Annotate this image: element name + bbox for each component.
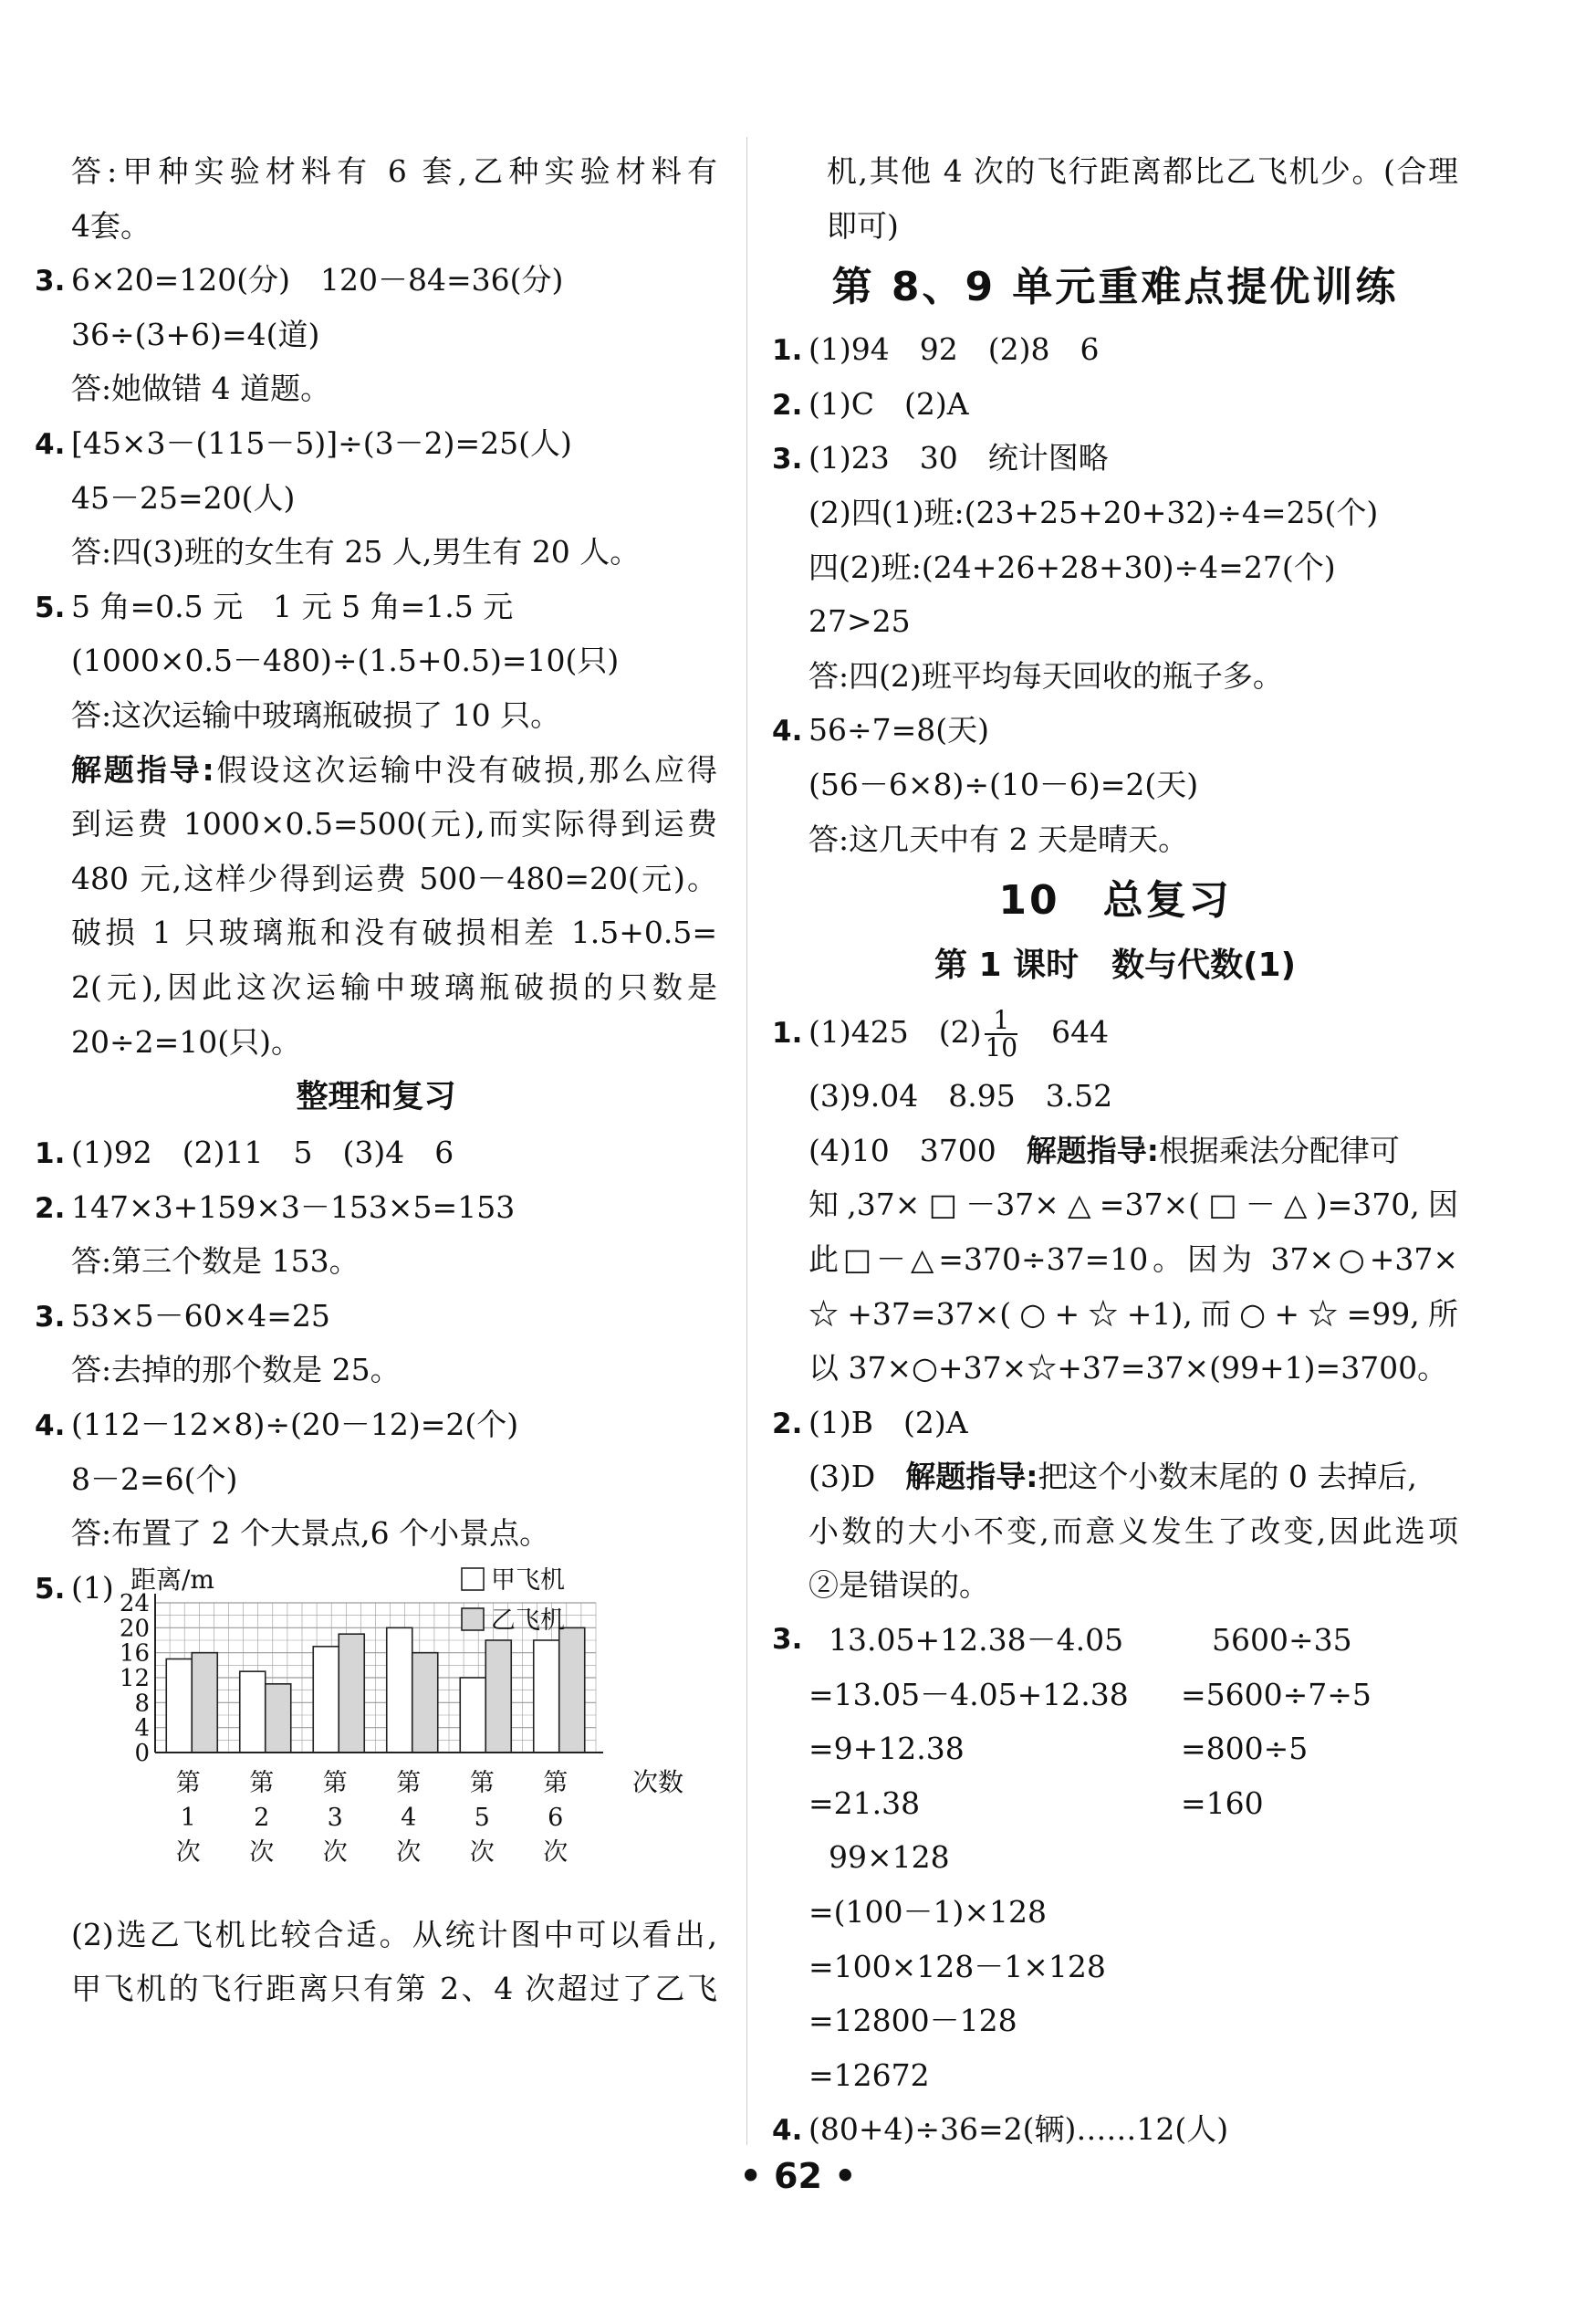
hint-line: 解题指导:假设这次运输中没有破损,那么应得 [71, 751, 717, 788]
question-number: 2. [35, 1191, 66, 1225]
x-tick-label: 次 [469, 1837, 495, 1867]
chart-legend [462, 1566, 565, 1635]
y-axis-label: 距离/m [130, 1564, 214, 1595]
x-tick-label: 3 [327, 1803, 343, 1832]
fraction-numerator: 1 [985, 1008, 1017, 1035]
question-number: 1. [772, 334, 803, 368]
section-question-2: 2. (1)B (2)A [772, 1396, 1458, 1450]
bar-甲飞机-2 [240, 1671, 266, 1753]
question-number: 1. [772, 1017, 803, 1051]
question-number: 5. [35, 1572, 66, 1606]
left-column [35, 144, 717, 2016]
question-number: 4. [35, 427, 66, 461]
calc-row: 99×128 [829, 1839, 950, 1876]
y-tick-label: 0 [134, 1739, 150, 1767]
bar-chart [35, 1561, 717, 1908]
answer-line: (2)选乙飞机比较合适。从统计图中可以看出, [71, 1916, 717, 1952]
calc-row: =100×128－1×128 [808, 1948, 1106, 1984]
answer-line: 答:甲种实验材料有 6 套,乙种实验材料有 [71, 153, 717, 189]
bar-甲飞机-4 [387, 1627, 412, 1753]
hint-line: ☆+37=37×(○+☆+1),而○+☆=99,所 [808, 1295, 1458, 1332]
legend-swatch [462, 1608, 484, 1630]
y-tick-label: 20 [119, 1615, 150, 1643]
review-4: 4. (112－12×8)÷(20－12)=2(个) [35, 1397, 717, 1452]
hint-line: 破损 1 只玻璃瓶和没有破损相差 1.5+0.5= [71, 915, 717, 951]
hint-line: 480 元,这样少得到运费 500－480=20(元)。 [71, 860, 717, 896]
section-question-4: 4. (80+4)÷36=2(辆)……12(人) [772, 2102, 1458, 2157]
question-number: 1. [35, 1137, 66, 1171]
question-5: 5. 5 角=0.5 元 1 元 5 角=1.5 元 [35, 580, 717, 634]
calc-row: 3. 13.05+12.38－4.05 5600÷35 [772, 1613, 1458, 1668]
x-tick-label: 第 [175, 1768, 201, 1797]
calc-row: =12800－128 [808, 2003, 1017, 2039]
review-1: 1. (1)92 (2)11 5 (3)4 6 [35, 1125, 717, 1180]
x-tick-label: 第 [322, 1768, 348, 1797]
question-number: 4. [772, 715, 803, 748]
equation-line: 8－2=6(个) [71, 1460, 238, 1497]
x-tick-label: 第 [396, 1768, 422, 1797]
answer-line: 答:布置了 2 个大景点,6 个小景点。 [71, 1515, 550, 1552]
answer-line: 答:第三个数是 153。 [71, 1243, 360, 1280]
answer-line: 即可) [827, 207, 899, 244]
calc-row: =(100－1)×128 [808, 1894, 1048, 1931]
hint-line: 到运费 1000×0.5=500(元),而实际得到运费 [71, 806, 717, 842]
hint-line: 20÷2=10(只)。 [71, 1023, 302, 1060]
unit-question-1: 1. (1)94 92 (2)8 6 [772, 322, 1458, 377]
question-number: 3. [35, 1300, 66, 1334]
calc-row: =21.38 =160 [808, 1784, 1264, 1821]
answer-line: (3)9.04 8.95 3.52 [808, 1078, 1113, 1114]
question-number: 4. [772, 2114, 803, 2148]
unit-question-2: 2. (1)C (2)A [772, 377, 1458, 432]
legend-label: 乙飞机 [491, 1606, 565, 1635]
question-number: 3. [35, 265, 66, 298]
question-number: 2. [772, 388, 803, 422]
y-tick-label: 12 [119, 1664, 150, 1692]
calc-row: =12672 [808, 2056, 930, 2093]
bar-甲飞机-6 [534, 1640, 559, 1753]
x-tick-label: 第 [543, 1768, 569, 1797]
bar-甲飞机-5 [460, 1678, 485, 1753]
hint-line: 2(元),因此这次运输中玻璃瓶破损的只数是 [71, 968, 717, 1005]
x-axis-label: 次数 [632, 1766, 684, 1797]
equation-line: 四(2)班:(24+26+28+30)÷4=27(个) [808, 549, 1336, 585]
bar-甲飞机-3 [313, 1647, 339, 1753]
hint-line: 知,37×□－37×△=37×(□－△)=370,因 [808, 1187, 1458, 1223]
answer-line: 答:去掉的那个数是 25。 [71, 1352, 401, 1388]
x-tick-label: 4 [401, 1803, 417, 1832]
x-tick-label: 6 [548, 1803, 564, 1832]
answer-line: 4套。 [71, 207, 151, 244]
fraction-denominator: 10 [985, 1032, 1018, 1063]
review-2: 2. 147×3+159×3－153×5=153 [35, 1180, 717, 1235]
question-number: 3. [772, 443, 803, 476]
y-tick-label: 16 [119, 1639, 150, 1668]
lesson-title: 第 1 课时 数与代数(1) [934, 947, 1297, 985]
hint-label: 解题指导: [905, 1459, 1038, 1495]
equation-line: (56－6×8)÷(10－6)=2(天) [808, 766, 1199, 802]
unit-question-4: 4. 56÷7=8(天) [772, 703, 1458, 758]
bar-乙飞机-3 [339, 1634, 364, 1753]
bar-乙飞机-5 [485, 1640, 511, 1753]
bar-甲飞机-1 [166, 1659, 192, 1753]
bar-乙飞机-1 [192, 1653, 217, 1753]
x-tick-label: 5 [474, 1803, 490, 1832]
question-number: 4. [35, 1409, 66, 1443]
legend-label: 甲飞机 [491, 1565, 565, 1595]
answer-line: (3)D 解题指导:把这个小数末尾的 0 去掉后, [808, 1459, 1417, 1495]
answer-line: 答:四(3)班的女生有 25 人,男生有 20 人。 [71, 534, 641, 570]
section-title: 整理和复习 [296, 1079, 456, 1116]
x-tick-label: 次 [249, 1837, 275, 1867]
x-tick-label: 次 [543, 1837, 569, 1867]
answer-line: 甲飞机的飞行距离只有第 2、4 次超过了乙飞 [71, 1971, 717, 2007]
review-5-chart-block [35, 1561, 717, 1908]
calc-row: =9+12.38 =800÷5 [808, 1731, 1309, 1767]
x-tick-label: 次 [396, 1837, 422, 1867]
answer-line: (4)10 3700 解题指导:根据乘法分配律可 [808, 1132, 1400, 1168]
hint-line: 此□－△=370÷37=10。因为 37×○+37× [808, 1240, 1458, 1277]
equation-line: 36÷(3+6)=4(道) [71, 316, 320, 352]
hint-line: ②是错误的。 [808, 1567, 989, 1604]
y-tick-label: 4 [134, 1714, 150, 1742]
answer-line: 答:她做错 4 道题。 [71, 371, 331, 407]
answer-line: 答:这次运输中玻璃瓶破损了 10 只。 [71, 696, 561, 733]
column-divider [746, 137, 747, 2145]
x-tick-label: 1 [180, 1803, 196, 1832]
x-tick-label: 第 [249, 1768, 275, 1797]
review-3: 3. 53×5－60×4=25 [35, 1289, 717, 1344]
answer-line: 答:这几天中有 2 天是晴天。 [808, 821, 1189, 857]
calc-row: =13.05－4.05+12.38 =5600÷7÷5 [808, 1676, 1372, 1712]
section-question-1: 1. (1)425 (2) $\frac{1}{10}$ 644 [772, 996, 1458, 1069]
question-3: 3. 6×20=120(分) 120－84=36(分) [35, 253, 717, 308]
right-column [772, 144, 1458, 2157]
unit-question-3: 3. (1)23 30 统计图略 [772, 431, 1458, 486]
equation-line: (1000×0.5－480)÷(1.5+0.5)=10(只) [71, 643, 620, 679]
review-5: 5. (1) [35, 1561, 114, 1616]
hint-label: 解题指导: [1026, 1132, 1159, 1168]
x-tick-label: 第 [469, 1768, 495, 1797]
question-4: 4. [45×3－(115－5)]÷(3－2)=25(人) [35, 416, 717, 471]
question-number: 3. [772, 1623, 803, 1657]
y-tick-label: 8 [134, 1690, 150, 1718]
answer-line: 答:四(2)班平均每天回收的瓶子多。 [808, 657, 1283, 694]
equation-line: (2)四(1)班:(23+25+20+32)÷4=25(个) [808, 494, 1379, 530]
page-number: • 62 • [739, 2156, 857, 2196]
chapter-title: 10 总复习 [998, 877, 1232, 925]
hint-line: 以 37×○+37×☆+37=37×(99+1)=3700。 [808, 1350, 1448, 1386]
x-tick-label: 次 [322, 1837, 348, 1867]
hint-line: 小数的大小不变,而意义发生了改变,因此选项 [808, 1512, 1458, 1549]
bar-乙飞机-4 [412, 1653, 438, 1753]
bar-乙飞机-6 [559, 1627, 585, 1753]
x-tick-label: 次 [175, 1837, 201, 1867]
hint-label: 解题指导: [71, 751, 214, 788]
equation-line: 45－25=20(人) [71, 479, 296, 516]
legend-swatch [462, 1568, 484, 1590]
bar-乙飞机-2 [266, 1684, 291, 1753]
equation-line: 27>25 [808, 603, 911, 640]
question-number: 5. [35, 591, 66, 624]
y-tick-label: 24 [119, 1589, 150, 1617]
fraction [985, 1005, 1018, 1063]
question-number: 2. [772, 1407, 803, 1440]
unit-title: 第 8、9 单元重难点提优训练 [831, 264, 1399, 311]
x-tick-label: 2 [254, 1803, 270, 1832]
answer-line: 机,其他 4 次的飞行距离都比乙飞机少。(合理 [827, 153, 1458, 189]
